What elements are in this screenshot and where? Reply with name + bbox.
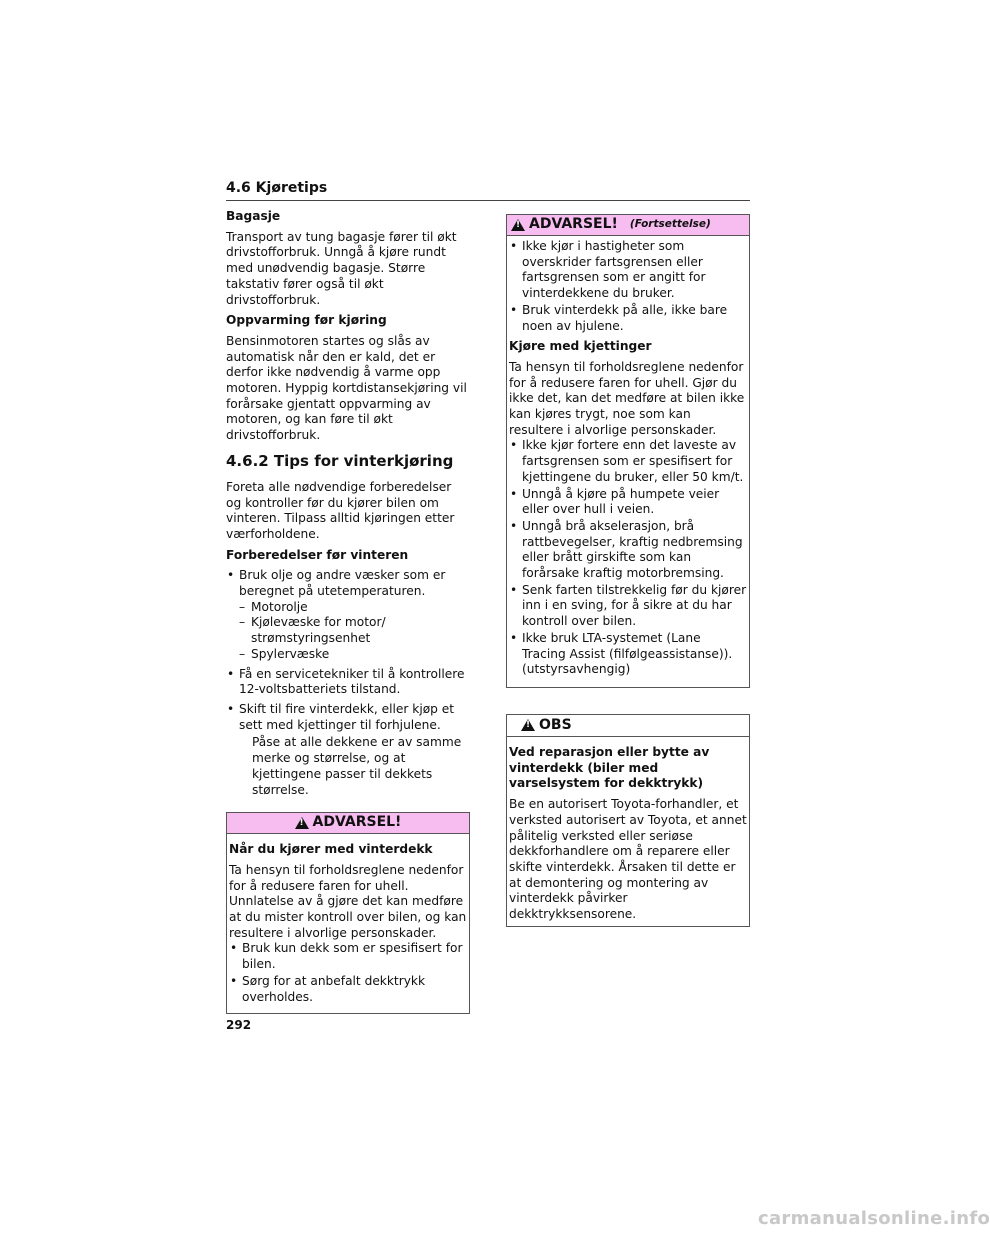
section-intro: Foreta alle nødvendige forberedelser og kontroller før du kjører bilen om vinteren. Tilpass alltid kjøringen etter værforholdene. [226,479,455,541]
list-item: • Unngå brå akselerasjon, brå rattbevegelser, kraftig nedbremsing eller brått girskifte som kan forårsake kraftig motorbremsing. [509,519,747,582]
warning-box-2 [506,214,750,688]
list-item: • Bruk kun dekk som er spesifisert for bilen. [229,941,467,972]
warning-subtitle: Kjøre med kjettinger [509,339,652,354]
warning-icon: ! [295,817,309,829]
bullet-extra: Påse at alle dekkene er av samme merke og størrelse, og at kjettingene passer til dekkets størrelse. [252,735,462,797]
list-item [226,702,470,798]
obs-label: OBS [539,716,572,733]
list-item [226,568,470,662]
warning-header [227,813,469,834]
warning-text: Ta hensyn til forholdsreglene nedenfor for å redusere faren for uhell. Unnlatelse av å gjøre det kan medføre at du mister kontroll over bilen, og kan resultere i alvorlige personskader. [229,862,467,940]
bagasje-text: Transport av tung bagasje fører til økt drivstofforbruk. Unngå å kjøre rundt med unødvendig bagasje. Større takstativ fører også til økt drivstofforbruk. [226,229,457,307]
warning-text: Ta hensyn til forholdsreglene nedenfor for å redusere faren for uhell. Gjør du ikke det, kan det medføre at bilen ikke kan kjøres trygt, noe som kan resultere i alvorlige personskader. [509,359,745,437]
list-item: • Ikke kjør fortere enn det laveste av fartsgrensen som er spesifisert for kjettingene du bruker, eller 50 km/t. [509,438,747,485]
warning-box-1 [226,812,470,1014]
page-header [226,178,750,201]
warning-header [507,215,749,236]
list-item: • Senk farten tilstrekkelig før du kjører inn i en sving, for å sikre at du har kontroll over bilen. [509,583,747,630]
obs-box [506,714,750,927]
obs-text: Be en autorisert Toyota-forhandler, et verksted autorisert av Toyota, et annet pålitelig verksted eller seriøse dekkforhandlere om å reparere eller skifte vinterdekk. Årsaken til dette er at demontering og montering av vinterdekk påvirker dekktrykksensorene. [509,797,747,922]
warning-icon: ! [511,219,525,231]
warning-label: ADVARSEL! [529,216,618,233]
warning-body [507,236,749,687]
page-number: 292 [226,1018,252,1032]
section-title: 4.6 Kjøretips [226,180,328,196]
preparation-list [226,568,470,798]
list-item: • Bruk vinterdekk på alle, ikke bare noen av hjulene. [509,303,747,334]
warning-list-top [509,239,747,334]
list-item: – Kjølevæske for motor/ strømstyringsenhet [239,615,470,646]
bagasje-title: Bagasje [226,209,281,223]
oppvarming-title: Oppvarming før kjøring [226,313,387,328]
warning-body [227,834,469,1013]
warning-label: ADVARSEL! [312,814,402,831]
caution-icon: ! [521,719,535,731]
list-item: • Ikke bruk LTA-systemet (Lane Tracing Assist (filfølgeassistanse)). (utstyrsavhengig) [509,631,747,678]
bullet-text: Bruk olje og andre væsker som er beregnet på utetemperaturen. [239,568,446,599]
bullet-text: Skift til fire vinterdekk, eller kjøp et sett med kjettinger til forhjulene. [239,701,455,732]
forbered-title: Forberedelser før vinteren [226,547,409,562]
right-column [506,209,750,927]
list-item: • Ikke kjør i hastigheter som overskrider fartsgrensen eller fartsgrensen som er angitt for vinterdekkene du bruker. [509,239,747,302]
list-item: • Få en servicetekniker til å kontrollere 12-voltsbatteriets tilstand. [226,667,470,698]
left-column [226,209,470,1014]
watermark: carmanualsonline.info [758,1208,990,1229]
list-item: • Unngå å kjøre på humpete veier eller over hull i veien. [509,487,747,518]
obs-subtitle: Ved reparasjon eller bytte av vinterdekk (biler med varselsystem for dekktrykk) [509,744,710,791]
continued-label: (Fortsettelse) [629,218,711,231]
warning-subtitle: Når du kjører med vinterdekk [229,842,433,857]
oppvarming-text: Bensinmotoren startes og slås av automatisk når den er kald, det er derfor ikke nødvendig å varme opp motoren. Hyppig kortdistansekjøring vil forårsake gjentatt oppvarming av motoren, og kan føre til økt drivstofforbruk. [226,333,467,443]
list-item: • Sørg for at anbefalt dekktrykk overholdes. [229,974,467,1005]
list-item: – Spylervæske [239,647,470,663]
warning-list [229,941,467,1005]
list-item: – Motorolje [239,600,470,616]
obs-header [507,715,749,737]
warning-list [509,438,747,678]
section-heading: 4.6.2 Tips for vinterkjøring [226,451,454,470]
fluid-list [239,600,470,663]
obs-body [507,737,749,926]
